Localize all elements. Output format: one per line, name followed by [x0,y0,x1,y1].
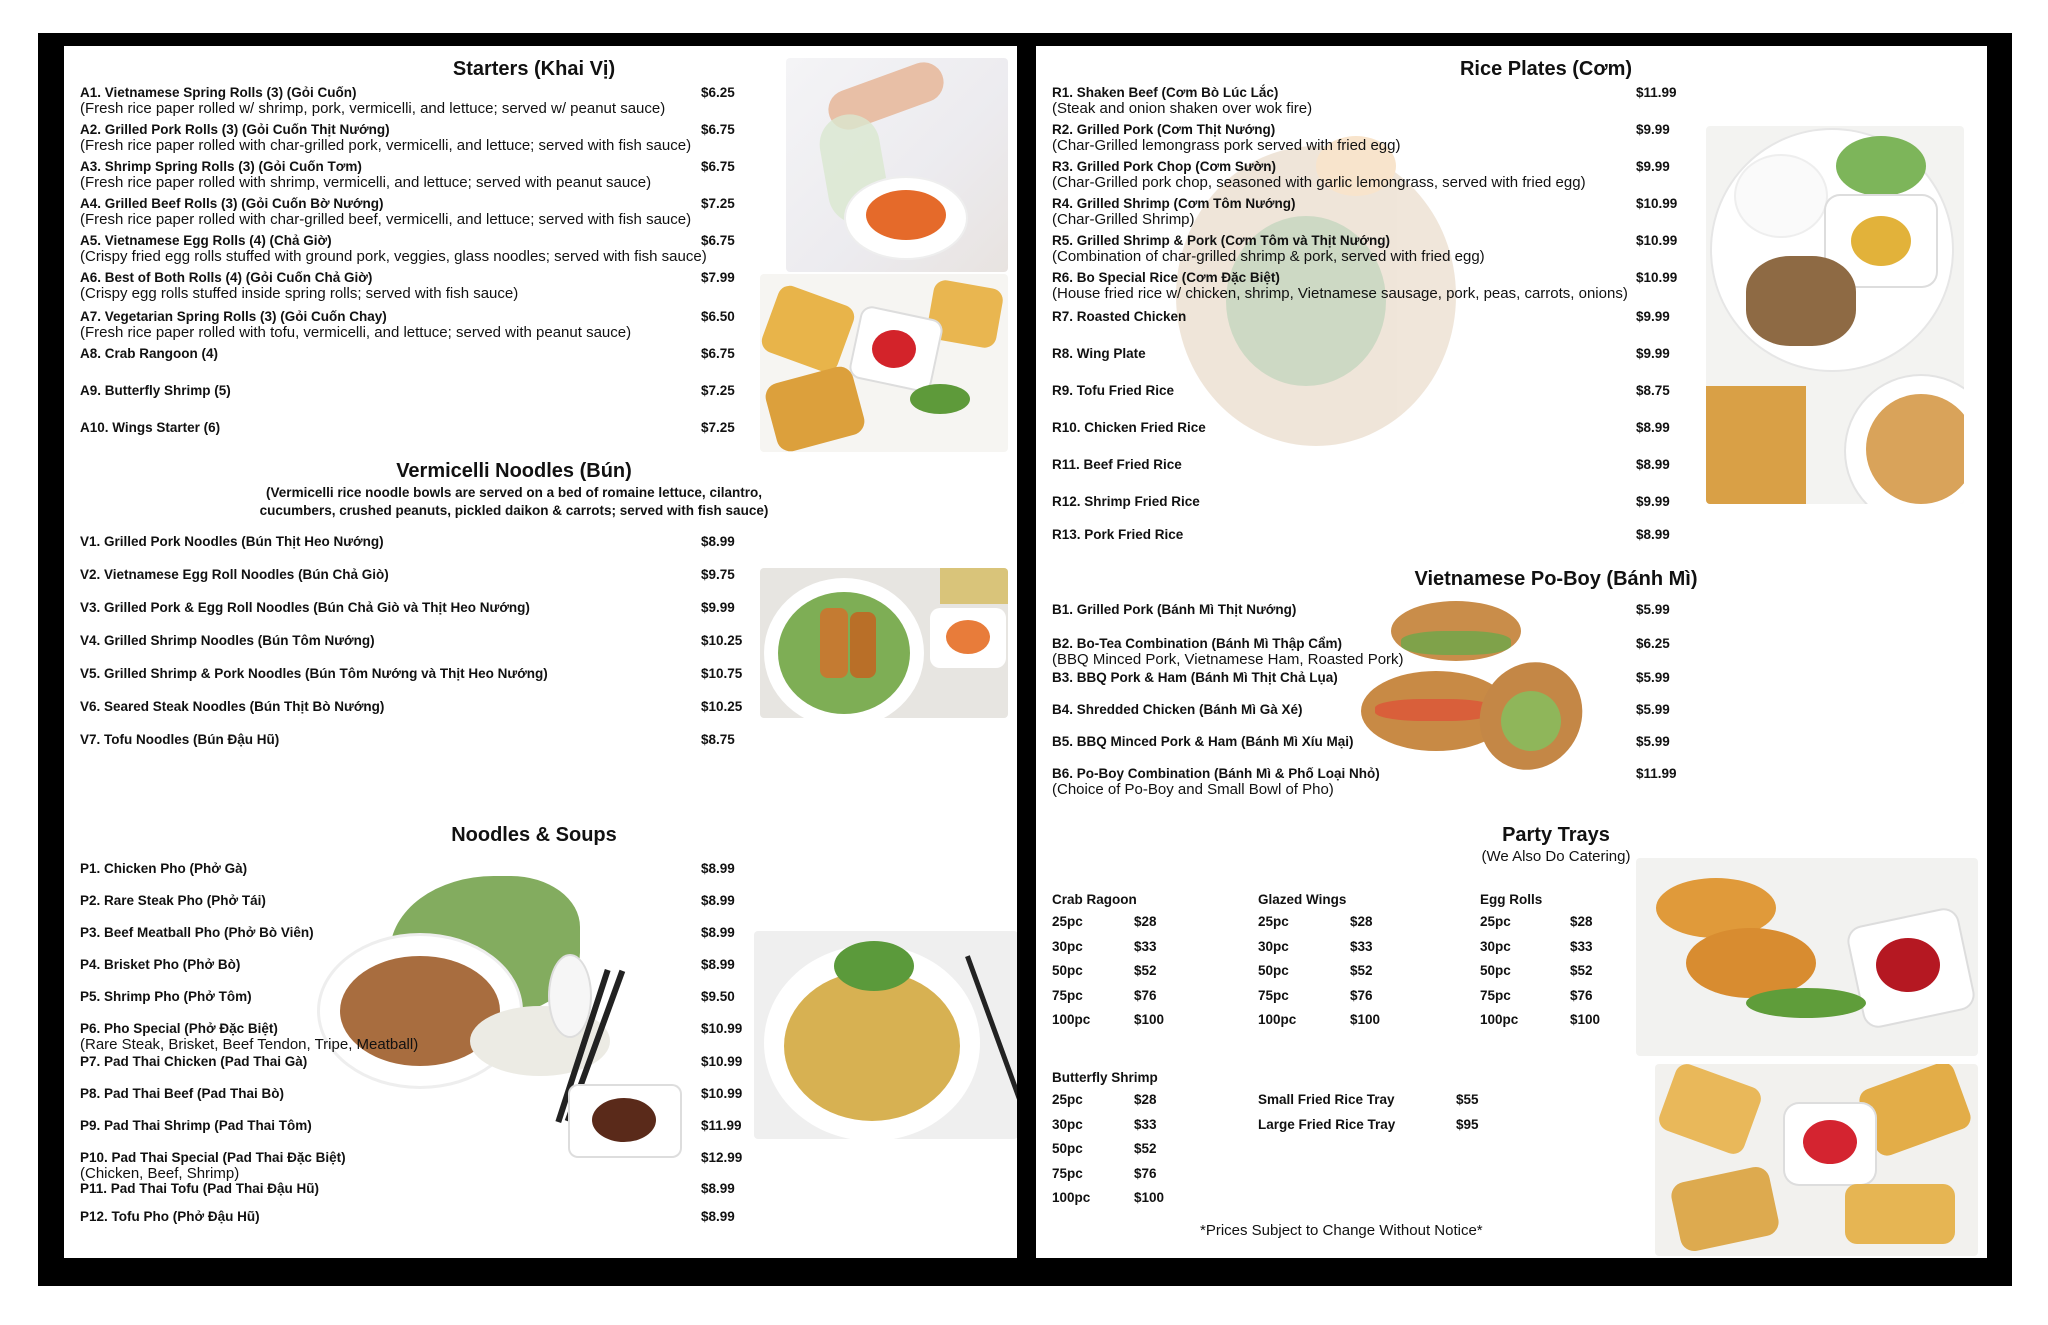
menu-item-name: B4. Shredded Chicken (Bánh Mì Gà Xé) [1052,702,1303,717]
menu-item-name: P5. Shrimp Pho (Phở Tôm) [80,989,252,1004]
tray-price: $100 [1134,1012,1165,1027]
party-trays-title: Party Trays [1502,824,1610,846]
tray-size: 50pc [1480,963,1511,978]
menu-item-price: $8.99 [701,893,735,908]
vermicelli-title: Vermicelli Noodles (Bún) [396,460,632,482]
menu-item-price: $8.99 [1636,420,1670,435]
tray-size: 75pc [1052,987,1083,1003]
tray-group-name: Glazed Wings [1258,892,1347,907]
tray-price: $52 [1570,963,1593,978]
tray-size: 75pc [1258,987,1289,1003]
menu-item-description: (Fresh rice paper rolled with char-grilled pork, vermicelli, and lettuce; served with fish sauce) [80,137,692,154]
menu-item-price: $8.99 [701,1181,735,1196]
menu-item-price: $9.50 [701,989,735,1004]
tray-group-name: Crab Ragoon [1052,892,1137,907]
tray-size: 30pc [1480,938,1511,954]
menu-item-price: $6.75 [701,159,735,174]
menu-item-price: $8.99 [1636,457,1670,472]
menu-item-name: P3. Beef Meatball Pho (Phở Bò Viên) [80,925,314,940]
menu-item-name: R13. Pork Fried Rice [1052,527,1184,542]
menu-item-description: (House fried rice w/ chicken, shrimp, Vietnamese sausage, pork, peas, carrots, onions) [1052,285,1628,302]
menu-item-price: $9.99 [1636,494,1670,509]
tray-size: 50pc [1052,963,1083,978]
tray-price: $33 [1350,938,1373,954]
vermicelli-bowl-photo [760,568,1008,718]
menu-item-name: R8. Wing Plate [1052,346,1146,361]
menu-item-price: $5.99 [1636,602,1670,617]
rice-tray-price: $55 [1456,1092,1479,1107]
banh-mi-photo [1361,601,1581,781]
starters-title: Starters (Khai Vị) [452,58,616,80]
menu-item-price: $6.75 [701,122,735,137]
menu-item-price: $8.75 [701,732,735,747]
vermicelli-subtitle-line1: (Vermicelli rice noodle bowls are served on a bed of romaine lettuce, cilantro, [266,485,762,500]
poboy-title: Vietnamese Po-Boy (Bánh Mì) [1414,568,1698,590]
menu-item-name: P1. Chicken Pho (Phở Gà) [80,861,248,876]
tray-size: 50pc [1258,963,1289,978]
tray-size: 25pc [1480,914,1511,929]
menu-item-price: $5.99 [1636,734,1670,749]
pad-thai-photo [754,931,1017,1139]
menu-item-price: $8.99 [701,957,735,972]
menu-item-price: $11.99 [701,1118,742,1133]
left-menu-page [64,46,1017,1258]
menu-item-name: V3. Grilled Pork & Egg Roll Noodles (Bún Chả Giò và Thịt Heo Nướng) [80,600,530,615]
menu-item-name: A9. Butterfly Shrimp (5) [80,383,231,398]
menu-item-name: V2. Vietnamese Egg Roll Noodles (Bún Chả Giò) [80,567,389,582]
menu-item-name: A10. Wings Starter (6) [80,420,221,435]
rice-plate-photo [1706,126,1964,504]
spring-roll-photo [786,58,1008,272]
tray-price: $52 [1350,963,1373,978]
menu-item-description: (Char-Grilled pork chop, seasoned with garlic lemongrass, served with fried egg) [1052,174,1586,191]
menu-item-name: R1. Shaken Beef (Cơm Bò Lúc Lắc) [1052,85,1279,100]
menu-item-name: R6. Bo Special Rice (Cơm Đặc Biệt) [1052,270,1280,285]
tray-price: $76 [1134,1165,1157,1181]
menu-item-name: R11. Beef Fried Rice [1052,457,1182,472]
menu-item-name: R2. Grilled Pork (Cơm Thịt Nướng) [1052,122,1276,137]
tray-size: 100pc [1258,1012,1297,1027]
menu-item-description: (Rare Steak, Brisket, Beef Tendon, Tripe, Meatball) [80,1036,419,1053]
menu-item-name: B3. BBQ Pork & Ham (Bánh Mì Thịt Chả Lụa) [1052,670,1338,685]
tray-price: $28 [1570,914,1593,929]
menu-item-name: P7. Pad Thai Chicken (Pad Thai Gà) [80,1054,308,1069]
tray-price: $76 [1570,987,1593,1003]
menu-item-price: $6.25 [1636,636,1670,651]
butterfly-shrimp-photo [1636,858,1978,1056]
menu-item-name: R12. Shrimp Fried Rice [1052,494,1200,509]
menu-item-price: $6.50 [701,309,735,324]
menu-item-name: A3. Shrimp Spring Rolls (3) (Gỏi Cuốn Tơm) [80,159,362,174]
tray-size: 100pc [1052,1190,1091,1205]
menu-item-description: (Combination of char-grilled shrimp & pork, served with fried egg) [1052,248,1485,265]
menu-item-price: $10.99 [701,1054,743,1069]
tray-size: 30pc [1258,938,1289,954]
tray-price: $100 [1350,1012,1381,1027]
menu-item-price: $11.99 [1636,766,1677,781]
menu-item-name: V5. Grilled Shrimp & Pork Noodles (Bún Tôm Nướng và Thịt Heo Nướng) [80,666,548,681]
menu-item-name: P10. Pad Thai Special (Pad Thai Đặc Biệt) [80,1150,346,1165]
tray-price: $52 [1134,963,1157,978]
tray-size: 25pc [1052,1092,1083,1107]
menu-item-name: V4. Grilled Shrimp Noodles (Bún Tôm Nướng) [80,633,375,648]
menu-item-price: $6.75 [701,346,735,361]
menu-item-price: $8.99 [701,861,735,876]
tray-price: $76 [1134,987,1157,1003]
tray-group-name: Egg Rolls [1480,892,1543,907]
menu-item-name: A5. Vietnamese Egg Rolls (4) (Chả Giờ) [80,233,332,248]
tray-price: $100 [1570,1012,1601,1027]
menu-item-name: P4. Brisket Pho (Phở Bò) [80,957,241,972]
menu-item-name: R7. Roasted Chicken [1052,309,1187,324]
rice-tray-name: Small Fried Rice Tray [1258,1092,1395,1107]
menu-item-name: P11. Pad Thai Tofu (Pad Thai Đậu Hũ) [80,1181,320,1196]
menu-item-name: R10. Chicken Fried Rice [1052,420,1206,435]
menu-item-name: P9. Pad Thai Shrimp (Pad Thai Tôm) [80,1118,312,1133]
menu-item-description: (Fresh rice paper rolled w/ shrimp, pork, vermicelli, and lettuce; served w/ peanut sauce) [80,100,666,117]
tray-group-name: Butterfly Shrimp [1052,1070,1158,1085]
tray-size: 100pc [1480,1012,1519,1027]
menu-item-price: $9.99 [701,600,735,615]
menu-item-name: B5. BBQ Minced Pork & Ham (Bánh Mì Xíu Mại) [1052,734,1354,749]
tray-price: $33 [1134,938,1157,954]
menu-item-description: (Char-Grilled lemongrass pork served with fried egg) [1052,137,1401,154]
menu-item-price: $10.99 [1636,270,1678,285]
tray-price: $33 [1134,1116,1157,1132]
menu-item-price: $8.99 [701,925,735,940]
rice-plates-title: Rice Plates (Cơm) [1459,58,1633,80]
tray-price: $28 [1134,914,1157,929]
noodles-soups-title: Noodles & Soups [451,824,617,846]
menu-item-description: (Char-Grilled Shrimp) [1052,211,1195,228]
menu-item-name: V7. Tofu Noodles (Bún Đậu Hũ) [80,732,280,747]
menu-item-name: B1. Grilled Pork (Bánh Mì Thịt Nướng) [1052,602,1297,617]
menu-item-name: A6. Best of Both Rolls (4) (Gỏi Cuốn Chả Giờ) [80,270,373,285]
menu-item-price: $5.99 [1636,702,1670,717]
crab-rangoon-tray-photo [1655,1064,1978,1256]
tray-size: 75pc [1480,987,1511,1003]
menu-item-name: A1. Vietnamese Spring Rolls (3) (Gỏi Cuốn) [80,85,357,100]
menu-item-price: $10.75 [701,666,743,681]
menu-item-price: $9.75 [701,567,735,582]
menu-item-price: $7.25 [701,383,735,398]
menu-item-price: $9.99 [1636,346,1670,361]
tray-price: $100 [1134,1190,1165,1205]
menu-item-price: $8.99 [701,534,735,549]
tray-price: $28 [1134,1092,1157,1107]
menu-item-price: $10.25 [701,699,743,714]
menu-item-name: A7. Vegetarian Spring Rolls (3) (Gỏi Cuốn Chay) [80,309,387,324]
menu-item-description: (Crispy fried egg rolls stuffed with ground pork, veggies, glass noodles; served with fish sauce) [80,248,707,265]
tray-size: 50pc [1052,1141,1083,1156]
menu-item-name: B2. Bo-Tea Combination (Bánh Mì Thập Cẩm) [1052,636,1342,651]
menu-item-description: (Crispy egg rolls stuffed inside spring rolls; served with fish sauce) [80,285,519,302]
menu-item-name: R5. Grilled Shrimp & Pork (Cơm Tôm và Thịt Nướng) [1052,233,1391,248]
rice-tray-price: $95 [1456,1117,1479,1132]
menu-item-description: (Fresh rice paper rolled with shrimp, vermicelli, and lettuce; served with peanut sauce) [80,174,652,191]
menu-item-price: $10.99 [1636,196,1678,211]
menu-item-price: $7.25 [701,196,735,211]
menu-item-name: A4. Grilled Beef Rolls (3) (Gỏi Cuốn Bờ Nướng) [80,196,384,211]
menu-item-price: $8.75 [1636,383,1670,398]
menu-item-price: $8.99 [1636,527,1670,542]
menu-item-name: B6. Po-Boy Combination (Bánh Mì & Phố Loại Nhỏ) [1052,766,1380,781]
menu-item-name: A8. Crab Rangoon (4) [80,346,219,361]
menu-item-price: $8.99 [701,1209,735,1224]
menu-item-price: $10.99 [701,1021,743,1036]
menu-item-description: (BBQ Minced Pork, Vietnamese Ham, Roasted Pork) [1052,651,1404,668]
menu-item-price: $7.25 [701,420,735,435]
tray-size: 100pc [1052,1012,1091,1027]
menu-item-name: R3. Grilled Pork Chop (Cơm Sườn) [1052,159,1276,174]
menu-item-name: P12. Tofu Pho (Phở Đậu Hũ) [80,1209,260,1224]
pho-bowl-photo [320,866,650,1156]
menu-item-price: $5.99 [1636,670,1670,685]
tray-price: $76 [1350,987,1373,1003]
menu-item-price: $12.99 [701,1150,743,1165]
menu-item-name: P8. Pad Thai Beef (Pad Thai Bò) [80,1086,285,1101]
tray-price: $52 [1134,1141,1157,1156]
menu-item-description: (Steak and onion shaken over wok fire) [1052,100,1313,117]
menu-item-description: (Fresh rice paper rolled with char-grilled beef, vermicelli, and lettuce; served with fish sauce) [80,211,692,228]
menu-item-description: (Chicken, Beef, Shrimp) [80,1165,240,1182]
menu-item-price: $10.99 [701,1086,743,1101]
menu-item-price: $6.75 [701,233,735,248]
tray-size: 25pc [1052,914,1083,929]
right-menu-page [1036,46,1987,1258]
tray-price: $28 [1350,914,1373,929]
menu-item-name: P6. Pho Special (Phở Đặc Biệt) [80,1021,278,1036]
tray-size: 75pc [1052,1165,1083,1181]
menu-item-name: A2. Grilled Pork Rolls (3) (Gỏi Cuốn Thịt Nướng) [80,122,390,137]
menu-item-description: (Choice of Po-Boy and Small Bowl of Pho) [1052,781,1334,798]
tray-size: 30pc [1052,1116,1083,1132]
menu-item-price: $9.99 [1636,159,1670,174]
menu-item-price: $6.25 [701,85,735,100]
menu-item-price: $7.99 [701,270,735,285]
menu-item-name: R9. Tofu Fried Rice [1052,383,1175,398]
menu-item-price: $9.99 [1636,122,1670,137]
menu-item-price: $11.99 [1636,85,1677,100]
menu-item-price: $10.25 [701,633,743,648]
vermicelli-subtitle-line2: cucumbers, crushed peanuts, pickled daikon & carrots; served with fish sauce) [259,503,769,518]
price-notice: *Prices Subject to Change Without Notice* [1200,1222,1483,1239]
menu-item-name: V1. Grilled Pork Noodles (Bún Thịt Heo Nướng) [80,534,384,549]
menu-item-name: R4. Grilled Shrimp (Cơm Tôm Nướng) [1052,196,1296,211]
menu-item-name: V6. Seared Steak Noodles (Bún Thịt Bò Nướng) [80,699,385,714]
tray-price: $33 [1570,938,1593,954]
rice-tray-name: Large Fried Rice Tray [1258,1117,1396,1132]
menu-item-name: P2. Rare Steak Pho (Phở Tái) [80,893,266,908]
menu-item-description: (Fresh rice paper rolled with tofu, vermicelli, and lettuce; served with peanut sauce) [80,324,632,341]
crab-rangoon-photo [760,274,1008,452]
menu-item-price: $10.99 [1636,233,1678,248]
tray-size: 25pc [1258,914,1289,929]
party-trays-subtitle: (We Also Do Catering) [1481,848,1631,865]
tray-size: 30pc [1052,938,1083,954]
menu-item-price: $9.99 [1636,309,1670,324]
